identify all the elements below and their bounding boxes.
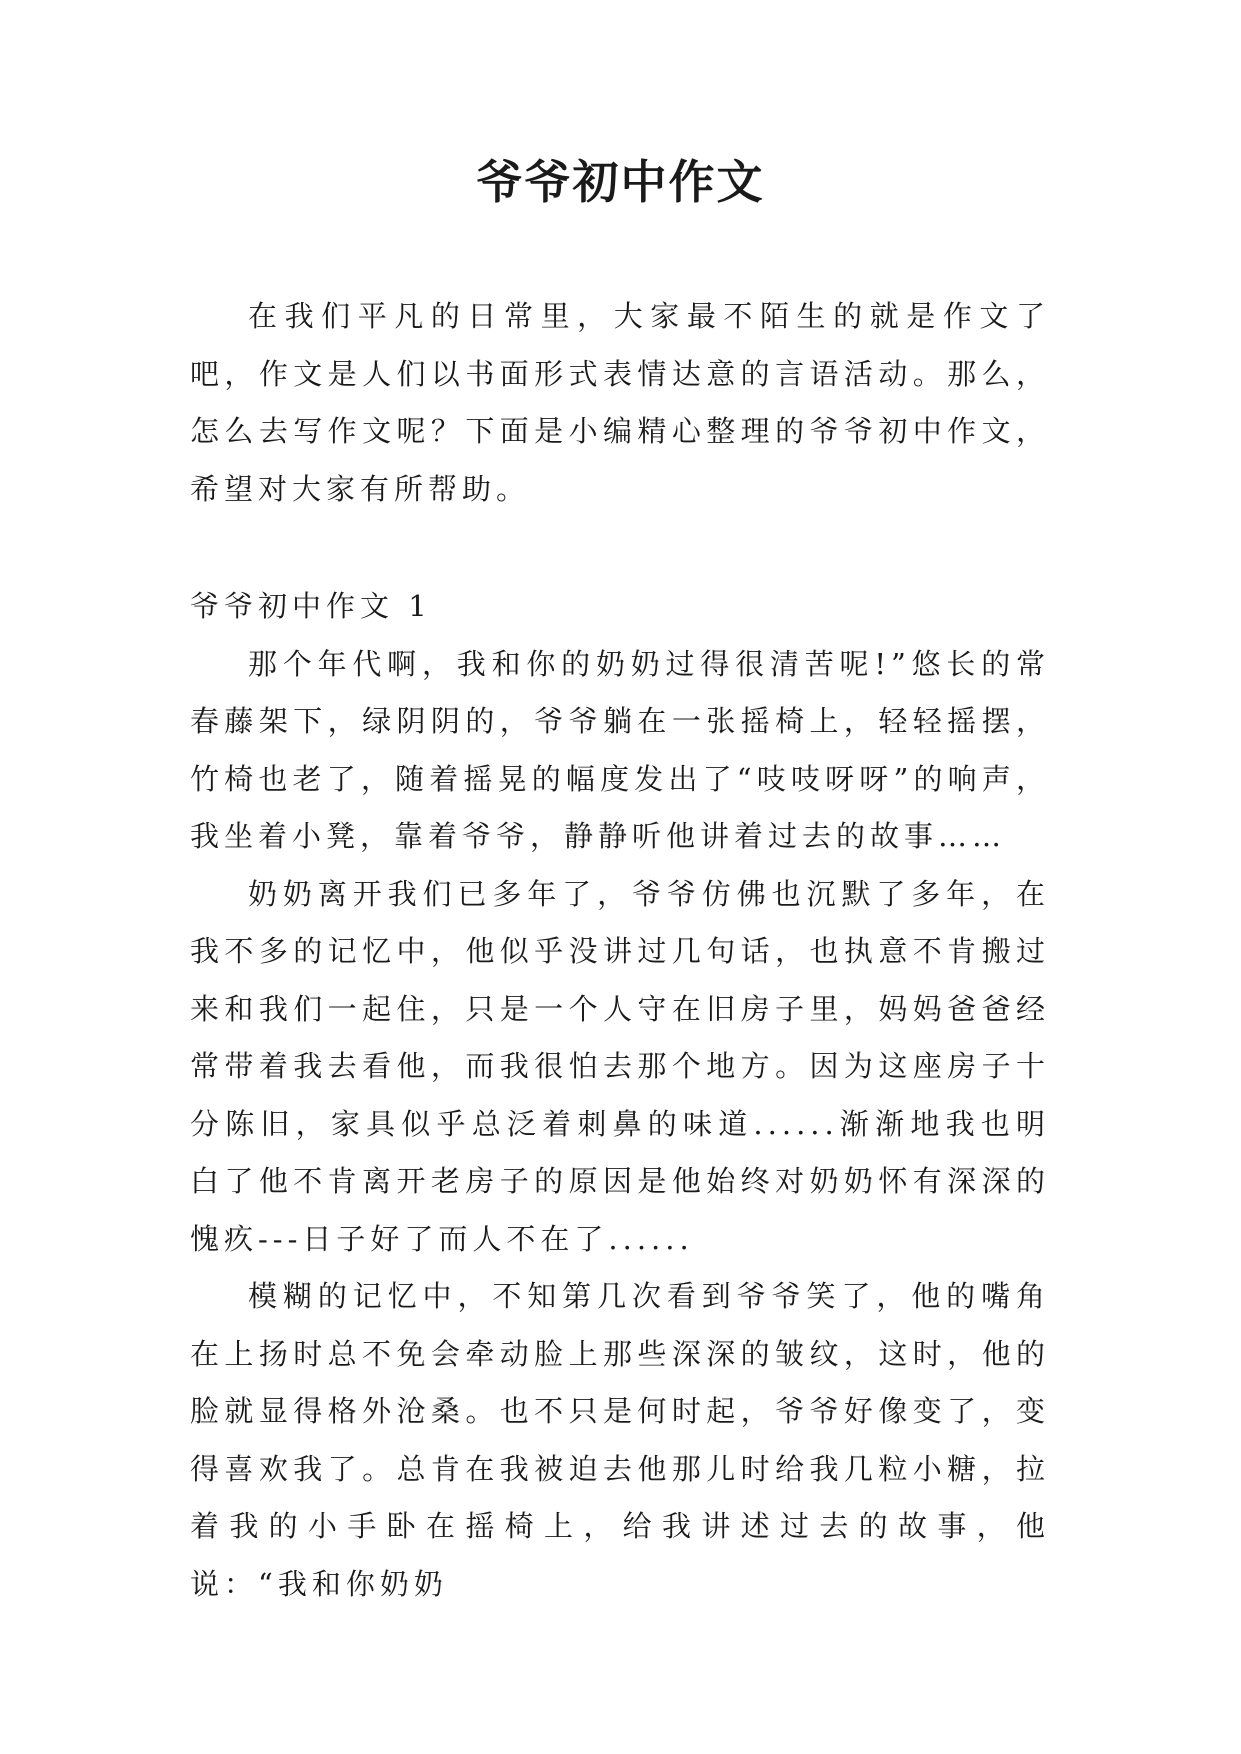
intro-block [190,288,1050,518]
essay-paragraph: 模糊的记忆中，不知第几次看到爷爷笑了，他的嘴角在上扬时总不免会牵动脸上那些深深的皱纹，这时，他的脸就显得格外沧桑。也不只是何时起，爷爷好像变了，变得喜欢我了。总肯在我被迫去他那儿时给我几粒小糖，拉着我的小手卧在摇椅上，给我讲述过去的故事，他说：“我和你奶奶 [190,1279,1050,1601]
essay-paragraph: 奶奶离开我们已多年了，爷爷仿佛也沉默了多年，在我不多的记忆中，他似乎没讲过几句话，也执意不肯搬过来和我们一起住，只是一个人守在旧房子里，妈妈爸爸经常带着我去看他，而我很怕去那个地方。因为这座房子十分陈旧，家具似乎总泛着刺鼻的味道......渐渐地我也明白了他不肯离开老房子的原因是他始终对奶奶怀有深深的愧疚---日子好了而人不在了...... [190,876,1050,1256]
section-heading: 爷爷初中作文 1 [190,589,432,623]
essay-paragraph: 那个年代啊，我和你的奶奶过得很清苦呢!”悠长的常春藤架下，绿阴阴的，爷爷躺在一张摇椅上，轻轻摇摆，竹椅也老了，随着摇晃的幅度发出了“吱吱呀呀”的响声，我坐着小凳，靠着爷爷，静静听他讲着过去的故事…… [190,646,1050,853]
intro-paragraph: 在我们平凡的日常里，大家最不陌生的就是作文了吧，作文是人们以书面形式表情达意的言语活动。那么，怎么去写作文呢？下面是小编精心整理的爷爷初中作文，希望对大家有所帮助。 [190,299,1050,506]
document-title: 爷爷初中作文 [476,155,765,209]
essay-section [190,578,1050,1613]
